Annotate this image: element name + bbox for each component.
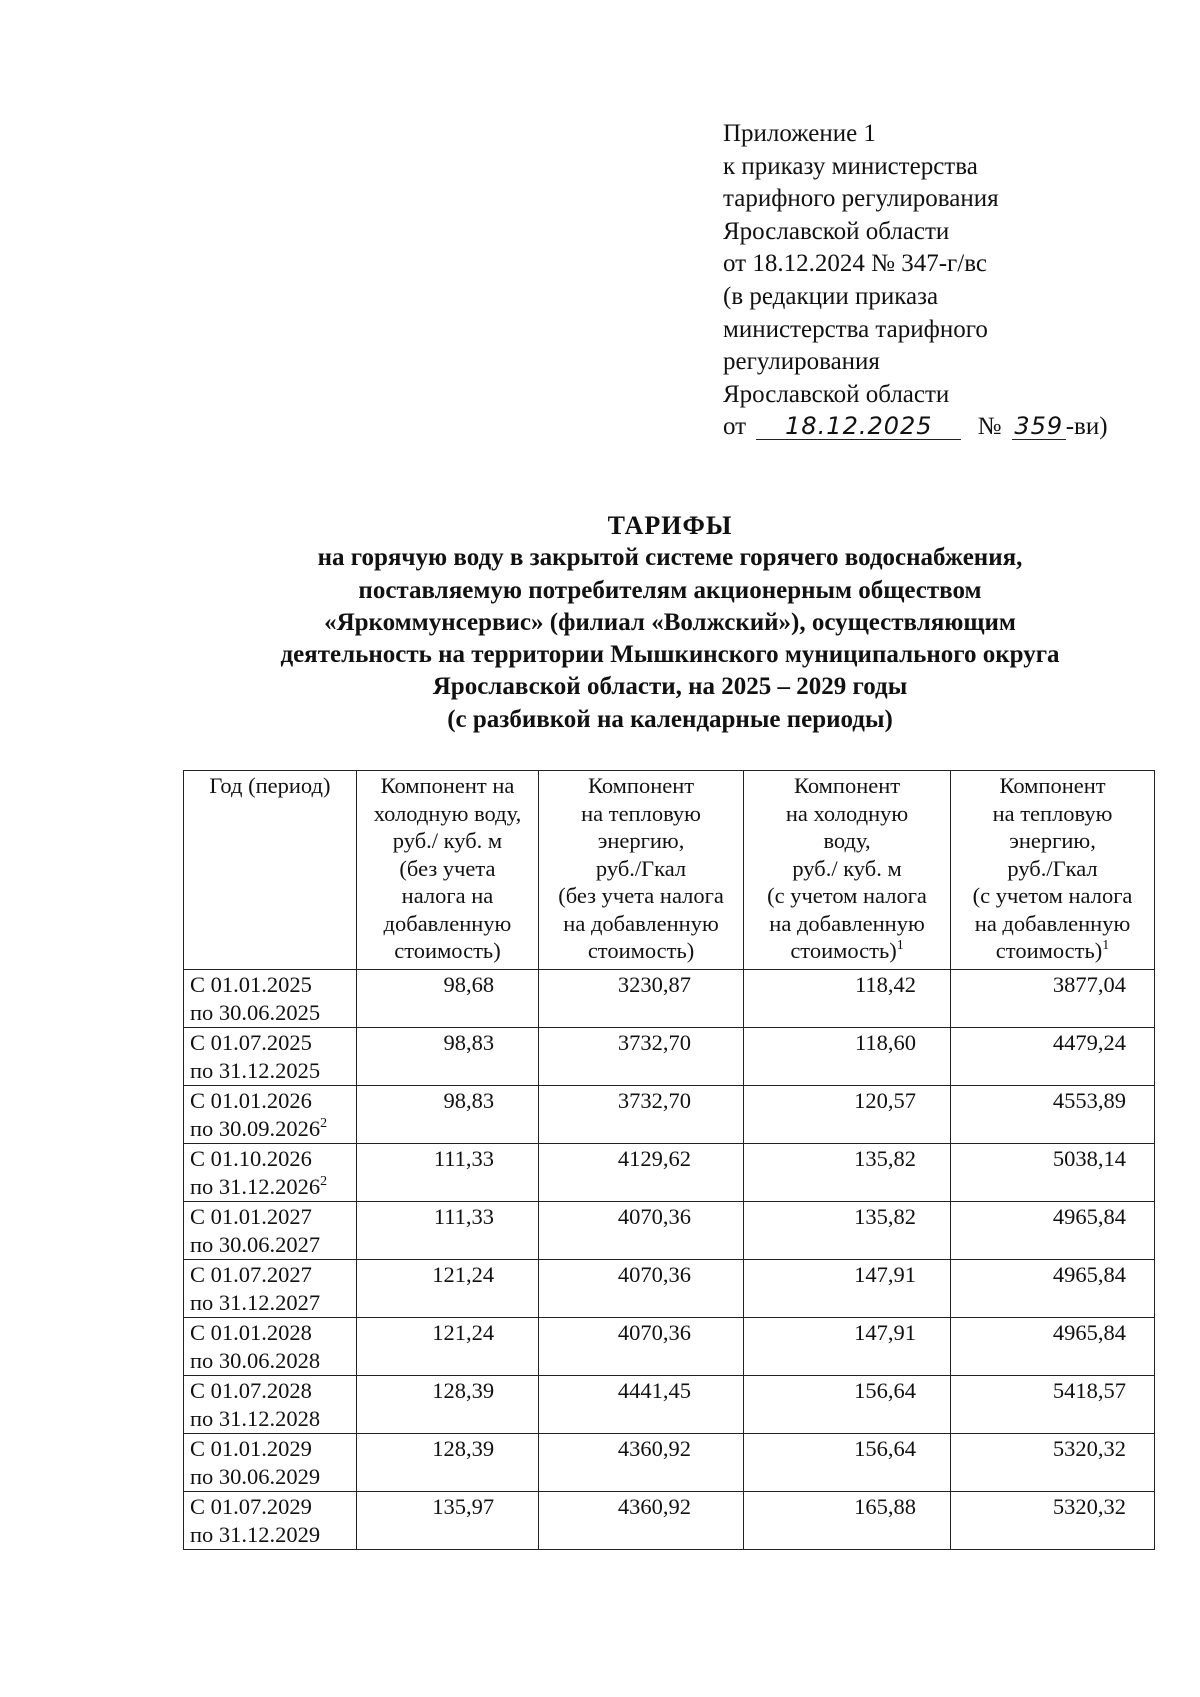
appendix-line: Ярославской области xyxy=(723,380,950,408)
title-line: деятельность на территории Мышкинского муниципального округа xyxy=(280,641,1060,669)
column-header-text: на холодную xyxy=(785,800,909,826)
table-body xyxy=(184,970,1155,1550)
appendix-block xyxy=(723,118,1143,444)
order-prefix: от xyxy=(723,413,747,441)
column-header-line xyxy=(957,910,1148,938)
column-header-line xyxy=(545,937,737,965)
column-header-line xyxy=(363,937,532,965)
appendix-line: Приложение 1 xyxy=(723,120,876,147)
column-header-text: энергию, xyxy=(597,828,685,853)
column-header-text: добавленную xyxy=(383,910,512,936)
value-cell: 121,24 xyxy=(356,1318,538,1376)
title-line: Ярославской области, на 2025 – 2029 годы xyxy=(432,673,908,701)
column-header-text: Компонент xyxy=(999,773,1106,798)
period-to-text: по 31.12.2025 xyxy=(190,1057,321,1083)
period-cell xyxy=(184,1376,357,1434)
column-header-text: Компонент xyxy=(587,773,695,798)
value-cell: 111,33 xyxy=(356,1144,538,1202)
period-to-text: по 30.06.2028 xyxy=(190,1347,321,1373)
column-header-text: энергию, xyxy=(1009,828,1096,853)
value-cell: 3732,70 xyxy=(539,1086,744,1144)
period-to xyxy=(190,1231,350,1259)
table-row xyxy=(184,1434,1155,1492)
title-line: «Яркоммунсервис» (филиал «Волжский»), осуществляющим xyxy=(324,608,1016,636)
period-cell xyxy=(184,1492,357,1550)
column-header-text: руб./Гкал xyxy=(1007,855,1098,881)
value-cell: 4479,24 xyxy=(951,1028,1155,1086)
value-cell: 4129,62 xyxy=(539,1144,744,1202)
column-header-line xyxy=(363,910,532,938)
value-cell: 98,83 xyxy=(356,1028,538,1086)
column-header-line xyxy=(957,882,1148,910)
value-cell: 128,39 xyxy=(356,1434,538,1492)
column-header-text: на тепловую xyxy=(992,800,1113,826)
appendix-line: к приказу министерства xyxy=(723,152,978,180)
value-cell: 3877,04 xyxy=(951,970,1155,1028)
column-header-line xyxy=(545,910,737,938)
column-header-line xyxy=(750,800,944,828)
column-header-text: налога на xyxy=(401,883,494,908)
column-header-text: на добавленную xyxy=(769,910,925,936)
period-cell xyxy=(184,1318,357,1376)
value-cell: 156,64 xyxy=(744,1376,951,1434)
column-header-text: (без учета налога xyxy=(558,883,724,908)
period-to xyxy=(190,1057,350,1085)
table-row xyxy=(184,970,1155,1028)
column-header-line xyxy=(545,855,737,883)
table-row xyxy=(184,1492,1155,1550)
value-cell: 128,39 xyxy=(356,1376,538,1434)
value-cell: 4441,45 xyxy=(539,1376,744,1434)
period-to-text: по 30.06.2027 xyxy=(190,1231,321,1257)
column-header-text: (с учетом налога xyxy=(972,883,1133,908)
period-from: С 01.01.2026 xyxy=(190,1088,312,1113)
period-cell xyxy=(184,1260,357,1318)
column-header xyxy=(539,771,744,970)
table-row xyxy=(184,1086,1155,1144)
column-header-text: стоимость) xyxy=(587,938,695,963)
column-header-text: воду, xyxy=(823,828,871,853)
column-header-text: (с учетом налога xyxy=(767,883,927,908)
appendix-line: тарифного регулирования xyxy=(723,185,999,213)
value-cell: 118,42 xyxy=(744,970,951,1028)
handwritten-order-date: 18.12.2025 xyxy=(756,413,961,440)
table-row xyxy=(184,1028,1155,1086)
period-from: С 01.01.2027 xyxy=(190,1204,312,1229)
value-cell: 5320,32 xyxy=(951,1434,1155,1492)
value-cell: 4070,36 xyxy=(539,1260,744,1318)
period-to-text: по 30.06.2025 xyxy=(190,999,321,1025)
column-header-text: Компонент xyxy=(793,773,901,798)
column-header-line xyxy=(957,937,1148,965)
period-from: С 01.07.2029 xyxy=(190,1494,312,1519)
column-header-line xyxy=(750,882,944,910)
period-to-text: по 31.12.2029 xyxy=(190,1521,321,1547)
period-to-text: по 30.06.2029 xyxy=(190,1463,321,1489)
column-header-text: на добавленную xyxy=(563,910,719,936)
column-header-text: стоимость) xyxy=(995,938,1103,963)
appendix-line: Ярославской области xyxy=(723,217,950,245)
value-cell: 5320,32 xyxy=(951,1492,1155,1550)
value-cell: 156,64 xyxy=(744,1434,951,1492)
value-cell: 4070,36 xyxy=(539,1318,744,1376)
column-header-line xyxy=(363,772,532,800)
value-cell: 98,83 xyxy=(356,1086,538,1144)
column-header xyxy=(184,771,357,970)
value-cell: 3230,87 xyxy=(539,970,744,1028)
column-header-line xyxy=(750,772,944,800)
order-suffix: -ви) xyxy=(1065,413,1108,441)
column-header xyxy=(744,771,951,970)
value-cell: 147,91 xyxy=(744,1318,951,1376)
period-from: С 01.01.2028 xyxy=(190,1320,312,1345)
column-header-text: стоимость) xyxy=(790,938,897,963)
value-cell: 5038,14 xyxy=(951,1144,1155,1202)
column-header-line xyxy=(363,855,532,883)
column-header-line xyxy=(545,882,737,910)
column-header-line xyxy=(750,937,944,965)
column-header-text: (без учета xyxy=(399,855,496,881)
value-cell: 4965,84 xyxy=(951,1260,1155,1318)
column-header-text: руб./ куб. м xyxy=(792,855,902,881)
tariff-table xyxy=(183,770,1155,1550)
column-header-text: руб./ куб. м xyxy=(392,828,503,853)
table-row xyxy=(184,1260,1155,1318)
title-main: ТАРИФЫ xyxy=(607,511,733,540)
value-cell: 120,57 xyxy=(744,1086,951,1144)
period-cell xyxy=(184,1144,357,1202)
column-header-line xyxy=(750,910,944,938)
period-to-text: по 30.09.2026 xyxy=(190,1115,321,1141)
period-to xyxy=(190,1521,350,1549)
title-line: на горячую воду в закрытой системе горячего водоснабжения, xyxy=(317,544,1023,572)
title-line: (с разбивкой на календарные периоды) xyxy=(447,705,893,733)
period-to xyxy=(190,1289,350,1317)
column-header-line xyxy=(363,800,532,828)
column-header-text: Компонент на xyxy=(380,773,515,798)
value-cell: 4553,89 xyxy=(951,1086,1155,1144)
value-cell: 98,68 xyxy=(356,970,538,1028)
period-cell xyxy=(184,1202,357,1260)
column-header-line xyxy=(957,855,1148,883)
column-header-line xyxy=(957,800,1148,828)
table-row xyxy=(184,1144,1155,1202)
column-header-text: Год (период) xyxy=(209,773,331,798)
column-header xyxy=(951,771,1155,970)
handwritten-order-number: 359 xyxy=(1012,413,1066,440)
document-title xyxy=(150,510,1190,736)
value-cell: 111,33 xyxy=(356,1202,538,1260)
value-cell: 135,82 xyxy=(744,1144,951,1202)
value-cell: 118,60 xyxy=(744,1028,951,1086)
order-number-prefix: № xyxy=(977,413,1002,441)
table-row xyxy=(184,1318,1155,1376)
period-to xyxy=(190,1173,350,1201)
column-header-line xyxy=(190,772,350,800)
period-from: С 01.01.2029 xyxy=(190,1436,312,1461)
appendix-line: регулирования xyxy=(723,348,880,376)
table-row xyxy=(184,1376,1155,1434)
footnote-mark: 2 xyxy=(320,1115,328,1131)
column-header-line xyxy=(750,827,944,855)
period-cell xyxy=(184,970,357,1028)
column-header-text: холодную воду, xyxy=(373,800,522,826)
period-to xyxy=(190,1347,350,1375)
period-to-text: по 31.12.2027 xyxy=(190,1289,321,1315)
column-header-text: стоимость) xyxy=(394,938,501,963)
column-header-text: на тепловую xyxy=(581,800,701,826)
footnote-mark: 2 xyxy=(320,1173,328,1189)
column-header-line xyxy=(545,772,737,800)
column-header xyxy=(356,771,538,970)
appendix-line: (в редакции приказа xyxy=(723,282,939,310)
period-from: С 01.07.2027 xyxy=(190,1262,312,1287)
period-cell xyxy=(184,1028,357,1086)
period-to xyxy=(190,1405,350,1433)
period-from: С 01.10.2026 xyxy=(190,1146,312,1171)
value-cell: 165,88 xyxy=(744,1492,951,1550)
appendix-line: от 18.12.2024 № 347-г/вс xyxy=(723,250,987,278)
value-cell: 4965,84 xyxy=(951,1202,1155,1260)
value-cell: 135,82 xyxy=(744,1202,951,1260)
value-cell: 135,97 xyxy=(356,1492,538,1550)
table-row xyxy=(184,1202,1155,1260)
period-from: С 01.07.2028 xyxy=(190,1378,312,1403)
column-header-text: руб./Гкал xyxy=(595,855,687,881)
title-line: поставляемую потребителям акционерным обществом xyxy=(358,576,982,604)
period-to-text: по 31.12.2028 xyxy=(190,1405,321,1431)
column-header-text: на добавленную xyxy=(974,910,1131,936)
column-header-line xyxy=(750,855,944,883)
column-header-line xyxy=(363,882,532,910)
value-cell: 121,24 xyxy=(356,1260,538,1318)
value-cell: 4360,92 xyxy=(539,1434,744,1492)
value-cell: 4070,36 xyxy=(539,1202,744,1260)
footnote-mark: 1 xyxy=(896,938,904,953)
column-header-line xyxy=(957,772,1148,800)
value-cell: 5418,57 xyxy=(951,1376,1155,1434)
period-to xyxy=(190,999,350,1027)
period-cell xyxy=(184,1086,357,1144)
column-header-line xyxy=(545,827,737,855)
period-cell xyxy=(184,1434,357,1492)
appendix-order-line xyxy=(723,411,1143,444)
value-cell: 4360,92 xyxy=(539,1492,744,1550)
value-cell: 147,91 xyxy=(744,1260,951,1318)
period-from: С 01.07.2025 xyxy=(190,1030,312,1055)
value-cell: 3732,70 xyxy=(539,1028,744,1086)
period-to xyxy=(190,1463,350,1491)
column-header-line xyxy=(363,827,532,855)
table-header-row xyxy=(184,771,1155,970)
period-from: С 01.01.2025 xyxy=(190,972,312,997)
column-header-line xyxy=(545,800,737,828)
footnote-mark: 1 xyxy=(1102,938,1110,953)
period-to xyxy=(190,1115,350,1143)
period-to-text: по 31.12.2026 xyxy=(190,1173,321,1199)
column-header-line xyxy=(957,827,1148,855)
value-cell: 4965,84 xyxy=(951,1318,1155,1376)
appendix-line: министерства тарифного xyxy=(723,315,988,343)
